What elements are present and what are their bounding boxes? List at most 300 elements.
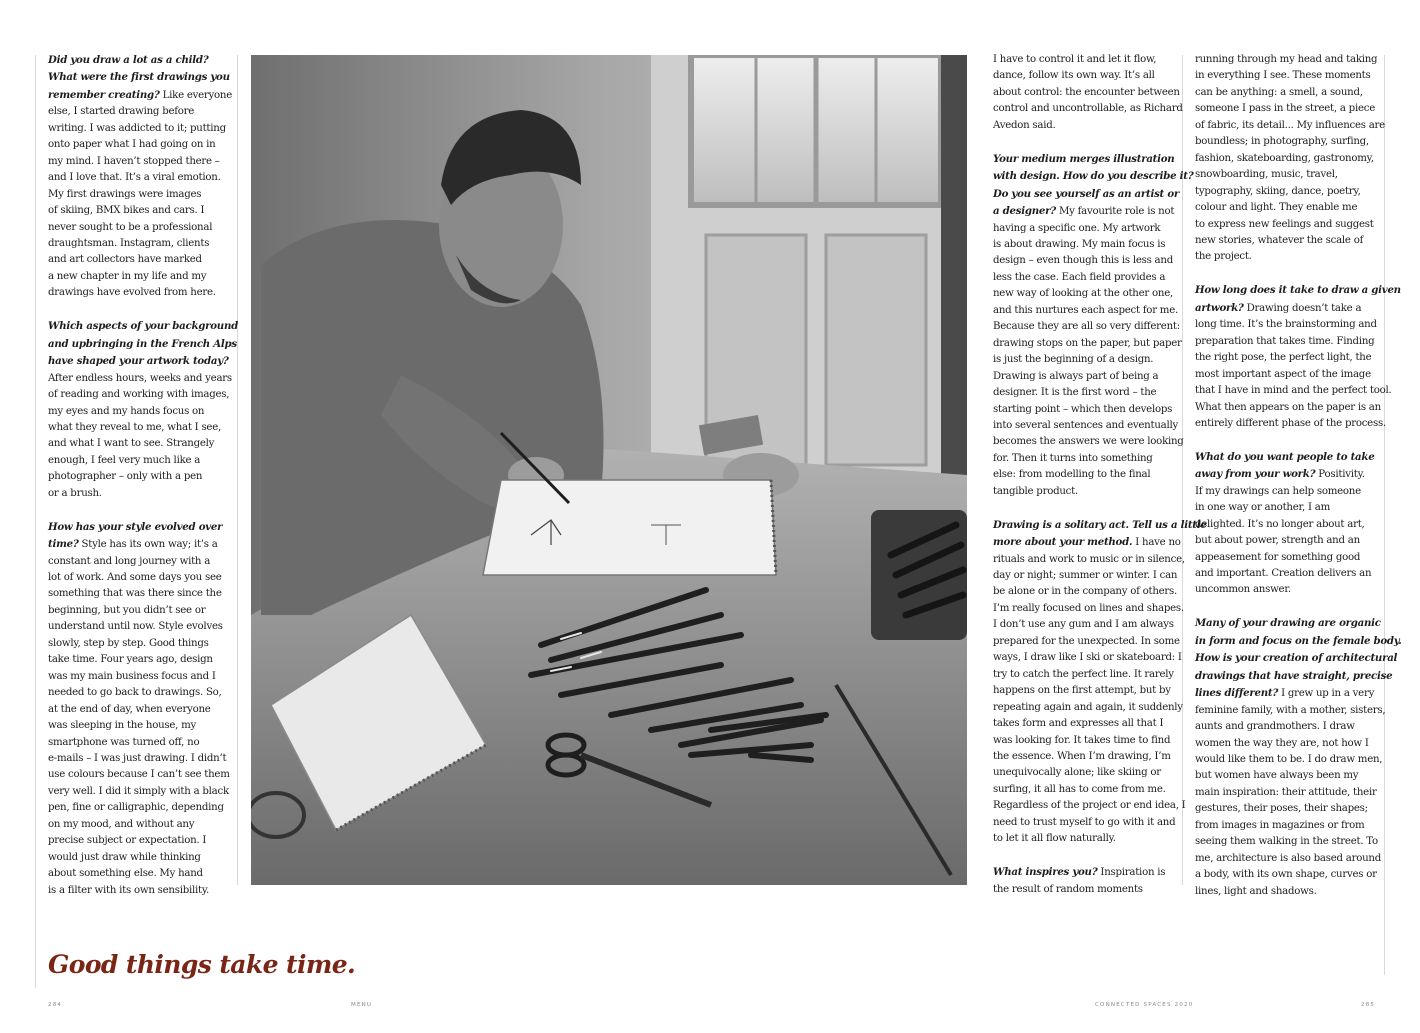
answer-text: or a brush.: [48, 487, 102, 499]
interview-question: Did you draw a lot as a child?: [48, 54, 209, 66]
answer-text: snowboarding, music, travel,: [1195, 169, 1338, 181]
answer-text: and important. Creation delivers an: [1195, 568, 1372, 580]
text-line: [1195, 785, 1381, 801]
text-line: [993, 253, 1173, 269]
answer-text: starting point – which then develops: [993, 403, 1173, 415]
interview-question: Do you see yourself as an artist or: [993, 187, 1179, 200]
paragraph: [993, 151, 1194, 501]
text-line: [993, 270, 1173, 286]
text-line: [1195, 685, 1381, 702]
answer-text: drawings have evolved from here.: [48, 287, 216, 299]
text-line: [48, 187, 226, 203]
text-line: [1195, 300, 1381, 317]
answer-text: smartphone was turned off, no: [48, 736, 200, 748]
text-line: [993, 568, 1178, 584]
answer-text: try to catch the perfect line. It rarely: [993, 668, 1174, 680]
text-line: [1195, 768, 1381, 784]
article-column-right: [1195, 52, 1402, 900]
answer-text: and I love that. It’s a viral emotion.: [48, 172, 221, 184]
answer-text: my mind. I haven’t stopped there –: [48, 155, 220, 167]
text-line: [48, 652, 226, 668]
text-line: [1195, 151, 1381, 167]
answer-text: I don’t use any gum and I am always: [993, 619, 1174, 631]
text-line: [48, 170, 226, 186]
text-line: [1195, 68, 1381, 84]
text-line: [993, 765, 1173, 781]
text-line: [993, 319, 1180, 335]
answer-text: having a specific one. My artwork: [993, 222, 1161, 234]
answer-text: beginning, but you didn’t see or: [48, 604, 206, 616]
answer-text: was sleeping in the house, my: [48, 720, 197, 732]
answer-text: lines, light and shadows.: [1195, 885, 1317, 897]
answer-text: appeasement for something good: [1195, 551, 1361, 563]
text-line: [48, 603, 226, 619]
text-line: [48, 220, 226, 236]
text-line: [48, 586, 226, 602]
text-line: [993, 634, 1180, 650]
text-line: [48, 469, 226, 485]
answer-text: in everything I see. These moments: [1195, 70, 1371, 82]
text-line: [993, 617, 1173, 633]
text-line: [993, 221, 1173, 237]
answer-text: running through my head and taking: [1195, 54, 1378, 65]
text-line: [993, 434, 1184, 450]
text-line: [993, 101, 1183, 117]
interview-question: a designer?: [993, 205, 1056, 218]
answer-text: gestures, their poses, their shapes;: [1195, 803, 1368, 815]
text-line: [48, 850, 226, 866]
text-line: [1195, 703, 1386, 719]
text-line: [993, 667, 1173, 683]
interview-question: drawings that have straight, precise: [1195, 669, 1393, 682]
answer-text: Positivity.: [1315, 469, 1365, 481]
answer-text: was my main business focus and I: [48, 670, 216, 682]
text-line: [1195, 500, 1381, 516]
paragraph: [993, 864, 1173, 898]
interview-question: artwork?: [1195, 301, 1244, 314]
text-line: [993, 336, 1182, 352]
text-line: [48, 536, 226, 553]
text-line: [1195, 633, 1402, 650]
text-line: [48, 685, 226, 701]
text-line: [993, 831, 1173, 847]
text-line: [1195, 52, 1381, 68]
text-line: [1195, 416, 1386, 432]
answer-text: long time. It’s the brainstorming and: [1195, 319, 1377, 331]
text-line: [1195, 118, 1385, 134]
text-line: [993, 552, 1185, 568]
answer-text: designer. It is the first word – the: [993, 387, 1157, 399]
answer-text: from images in magazines or from: [1195, 819, 1365, 831]
answer-text: happens on the first attempt, but by: [993, 685, 1171, 697]
paragraph: [1195, 52, 1385, 266]
answer-text: takes form and expresses all that I: [993, 718, 1164, 730]
answer-text: can be anything: a smell, a sound,: [1195, 86, 1363, 98]
paragraph: [48, 519, 230, 899]
interview-question: Drawing is a solitary act. Tell us a little: [993, 518, 1207, 531]
text-line: [1195, 752, 1381, 768]
interview-question: lines different?: [1195, 687, 1279, 700]
answer-text: to let it all flow naturally.: [993, 833, 1116, 845]
text-line: [1195, 134, 1381, 150]
answer-text: and what I want to see. Strangely: [48, 438, 215, 450]
text-line: [993, 782, 1173, 798]
answer-text: a new chapter in my life and my: [48, 270, 207, 282]
answer-text: new stories, whatever the scale of: [1195, 234, 1364, 246]
text-line: [1195, 383, 1392, 399]
text-line: [1195, 334, 1381, 350]
page-number-left: 284: [48, 1002, 63, 1008]
answer-text: needed to go back to drawings. So,: [48, 687, 222, 699]
answer-text: What then appears on the paper is an: [1195, 401, 1381, 413]
text-line: [48, 619, 226, 635]
answer-text: would just draw while thinking: [48, 851, 201, 863]
answer-text: understand until now. Style evolves: [48, 621, 223, 633]
text-line: [48, 121, 226, 137]
text-line: [1195, 282, 1401, 299]
text-line: [48, 519, 226, 536]
answer-text: drawing stops on the paper, but paper: [993, 337, 1182, 349]
answer-text: lot of work. And some days you see: [48, 572, 222, 584]
answer-text: would like them to be. I do draw men,: [1195, 753, 1383, 765]
answer-text: After endless hours, weeks and years: [48, 372, 232, 384]
text-line: [48, 252, 226, 268]
text-line: [48, 751, 226, 767]
answer-text: typography, skiing, dance, poetry,: [1195, 185, 1361, 197]
text-line: [48, 420, 226, 436]
page-number-right: 285: [1361, 1002, 1376, 1008]
answer-text: draughtsman. Instagram, clients: [48, 237, 210, 249]
answer-text: to express new feelings and suggest: [1195, 218, 1374, 230]
answer-text: about control: the encounter between: [993, 86, 1180, 98]
text-line: [993, 369, 1173, 385]
text-line: [48, 817, 226, 833]
answer-text: e-mails – I was just drawing. I didn’t: [48, 753, 227, 764]
text-line: [1195, 217, 1381, 233]
text-line: [993, 700, 1183, 716]
answer-text: the project.: [1195, 251, 1252, 263]
text-line: [48, 800, 226, 816]
text-line: [1195, 484, 1381, 500]
answer-text: something that was there since the: [48, 588, 222, 600]
text-line: [48, 784, 229, 800]
answer-text: else, I started drawing before: [48, 106, 195, 118]
interview-question: have shaped your artwork today?: [48, 355, 229, 368]
answer-text: never sought to be a professional: [48, 221, 213, 233]
text-line: [48, 486, 226, 502]
portrait-photo: [251, 55, 967, 885]
answer-text: less the case. Each field provides a: [993, 271, 1166, 283]
answer-text: use colours because I can’t see them: [48, 769, 230, 781]
text-line: [48, 104, 226, 120]
answer-text: of reading and working with images,: [48, 389, 230, 401]
answer-text: constant and long journey with a: [48, 555, 211, 567]
text-line: [993, 601, 1184, 617]
text-line: [993, 286, 1173, 302]
text-line: [993, 52, 1173, 68]
text-line: [1195, 650, 1398, 667]
text-line: [993, 418, 1178, 434]
answer-text: that I have in mind and the perfect tool.: [1195, 385, 1392, 397]
text-line: [1195, 736, 1381, 752]
interview-question: remember creating?: [48, 88, 160, 101]
text-line: [48, 883, 226, 899]
article-column-middle: [993, 52, 1207, 898]
interview-question: in form and focus on the female body.: [1195, 634, 1402, 647]
answer-text: design – even though this is less and: [993, 255, 1173, 267]
text-line: [993, 168, 1194, 185]
answer-text: Drawing is always part of being a: [993, 370, 1159, 382]
answer-text: new way of looking at the other one,: [993, 288, 1173, 300]
interview-question: time?: [48, 538, 79, 551]
interview-question: What inspires you?: [993, 866, 1098, 879]
answer-text: me, architecture is also based around: [1195, 852, 1381, 864]
answer-text: boundless; in photography, surfing,: [1195, 136, 1369, 148]
text-line: [1195, 719, 1381, 735]
paragraph: [1195, 615, 1402, 900]
text-line: [48, 404, 226, 420]
text-line: [1195, 668, 1393, 685]
text-line: [48, 767, 230, 783]
text-line: [1195, 249, 1381, 265]
answer-text: preparation that takes time. Finding: [1195, 335, 1375, 347]
text-line: [48, 371, 232, 387]
answer-text: tangible product.: [993, 485, 1078, 497]
text-line: [1195, 400, 1381, 416]
answer-text: If my drawings can help someone: [1195, 485, 1361, 497]
interview-question: with design. How do you describe it?: [993, 170, 1194, 183]
text-line: [48, 203, 226, 219]
text-line: [1195, 367, 1381, 383]
text-line: [1195, 350, 1381, 366]
answer-text: onto paper what I had going on in: [48, 139, 216, 151]
answer-text: most important aspect of the image: [1195, 368, 1371, 380]
text-line: [1195, 317, 1381, 333]
answer-text: else: from modelling to the final: [993, 469, 1151, 481]
answer-text: someone I pass in the street, a piece: [1195, 103, 1375, 115]
answer-text: women the way they are, not how I: [1195, 737, 1369, 749]
interview-question: How is your creation of architectural: [1195, 652, 1398, 665]
paragraph: [48, 52, 233, 302]
text-line: [993, 451, 1173, 467]
interview-question: away from your work?: [1195, 468, 1316, 481]
answer-text: I have no: [1132, 537, 1181, 549]
answer-text: colour and light. They enable me: [1195, 202, 1358, 214]
answer-text: pen, fine or calligraphic, depending: [48, 802, 224, 814]
paragraph: [1195, 449, 1381, 599]
text-line: [48, 236, 226, 252]
answer-text: dance, follow its own way. It’s all: [993, 70, 1155, 82]
text-line: [1195, 449, 1381, 466]
answer-text: becomes the answers we were looking: [993, 436, 1184, 448]
answer-text: Because they are all so very different:: [993, 321, 1180, 333]
text-line: [48, 636, 226, 652]
text-line: [993, 186, 1179, 203]
paragraph: [993, 517, 1207, 848]
text-line: [48, 87, 233, 104]
text-line: [48, 669, 226, 685]
text-line: [1195, 867, 1381, 883]
text-line: [48, 318, 238, 335]
text-line: [993, 303, 1178, 319]
text-line: [1195, 85, 1381, 101]
interview-question: Your medium merges illustration: [993, 152, 1175, 165]
answer-text: repeating again and again, it suddenly: [993, 701, 1183, 713]
answer-text: but women have always been my: [1195, 770, 1359, 782]
answer-text: at the end of day, when everyone: [48, 703, 211, 715]
text-line: [48, 833, 226, 849]
answer-text: surfing, it all has to come from me.: [993, 783, 1166, 795]
answer-text: photographer – only with a pen: [48, 471, 203, 483]
text-line: [1195, 566, 1381, 582]
text-line: [1195, 818, 1381, 834]
publication-label: CONNECTED SPACES 2020: [1095, 1002, 1194, 1008]
answer-text: need to trust myself to go with it and: [993, 816, 1176, 828]
answer-text: Drawing doesn’t take a: [1243, 302, 1362, 314]
text-line: [48, 436, 226, 452]
interview-question: Many of your drawing are organic: [1195, 617, 1381, 630]
answer-text: precise subject or expectation. I: [48, 835, 207, 847]
text-line: [993, 484, 1173, 500]
answer-text: I’m really focused on lines and shapes.: [993, 602, 1184, 614]
answer-text: ways, I draw like I ski or skateboard: I: [993, 652, 1182, 664]
answer-text: into several sentences and eventually: [993, 419, 1178, 431]
answer-text: entirely different phase of the process.: [1195, 417, 1386, 429]
text-line: [48, 866, 226, 882]
interview-question: What do you want people to take: [1195, 450, 1375, 463]
text-line: [993, 203, 1173, 220]
text-line: [1195, 851, 1381, 867]
text-line: [1195, 615, 1381, 632]
text-line: [1195, 200, 1381, 216]
paragraph: [48, 318, 238, 502]
interview-question: How has your style evolved over: [48, 520, 223, 533]
answer-text: Inspiration is: [1097, 867, 1166, 879]
answer-text: uncommon answer.: [1195, 584, 1291, 596]
interview-question: and upbringing in the French Alps: [48, 337, 237, 350]
text-line: [1195, 533, 1381, 549]
text-line: [993, 882, 1173, 898]
text-line: [48, 336, 237, 353]
text-line: [1195, 233, 1381, 249]
text-line: [993, 118, 1173, 134]
answer-text: a body, with its own shape, curves or: [1195, 869, 1377, 881]
text-line: [48, 269, 226, 285]
text-line: [993, 385, 1173, 401]
answer-text: slowly, step by step. Good things: [48, 637, 209, 649]
text-line: [993, 402, 1173, 418]
text-line: [993, 517, 1207, 534]
answer-text: is about drawing. My main focus is: [993, 238, 1166, 250]
text-line: [993, 237, 1173, 253]
text-line: [993, 467, 1173, 483]
text-line: [1195, 517, 1381, 533]
answer-text: of fabric, its detail... My influences are: [1195, 119, 1385, 131]
answer-text: My favourite role is not: [1055, 206, 1175, 218]
right-margin-rule: [1384, 55, 1385, 975]
answer-text: Like everyone: [159, 89, 233, 101]
answer-text: delighted. It’s no longer about art,: [1195, 518, 1365, 530]
answer-text: and this nurtures each aspect for me.: [993, 304, 1178, 316]
text-line: [1195, 801, 1381, 817]
text-line: [993, 68, 1173, 84]
left-margin-rule: [35, 55, 36, 988]
text-line: [48, 69, 230, 86]
answer-text: is a filter with its own sensibility.: [48, 884, 209, 896]
answer-text: feminine family, with a mother, sisters,: [1195, 704, 1386, 716]
answer-text: writing. I was addicted to it; putting: [48, 122, 226, 134]
pull-quote: Good things take time.: [48, 950, 356, 979]
answer-text: take time. Four years ago, design: [48, 654, 213, 666]
answer-text: Style has its own way; it’s a: [78, 539, 218, 551]
text-line: [993, 683, 1173, 699]
answer-text: be alone or in the company of others.: [993, 586, 1177, 598]
text-line: [993, 584, 1177, 600]
answer-text: and art collectors have marked: [48, 254, 202, 266]
text-line: [993, 798, 1186, 814]
text-line: [993, 815, 1176, 831]
interview-question: How long does it take to draw a given: [1195, 284, 1401, 297]
text-line: [1195, 582, 1381, 598]
answer-text: the result of random moments: [993, 883, 1143, 895]
paragraph: [1195, 282, 1401, 432]
text-line: [48, 735, 226, 751]
text-line: [1195, 550, 1381, 566]
text-line: [993, 534, 1181, 551]
interview-question: What were the first drawings you: [48, 71, 230, 84]
text-line: [993, 352, 1173, 368]
answer-text: was looking for. It takes time to find: [993, 734, 1171, 746]
answer-text: my eyes and my hands focus on: [48, 405, 205, 417]
column-divider-rule: [237, 55, 238, 885]
text-line: [48, 52, 226, 69]
text-line: [1195, 834, 1381, 850]
answer-text: I grew up in a very: [1278, 688, 1375, 700]
text-line: [993, 716, 1173, 732]
text-line: [993, 864, 1173, 881]
article-column-left: [48, 52, 238, 899]
text-line: [1195, 884, 1381, 900]
text-line: [993, 650, 1182, 666]
text-line: [1195, 184, 1381, 200]
answer-text: control and uncontrollable, as Richard: [993, 103, 1183, 115]
answer-text: of skiing, BMX bikes and cars. I: [48, 205, 205, 217]
answer-text: fashion, skateboarding, gastronomy,: [1195, 152, 1374, 164]
text-line: [48, 353, 229, 370]
text-line: [48, 554, 226, 570]
text-line: [993, 733, 1173, 749]
text-line: [1195, 466, 1381, 483]
paragraph: [993, 52, 1183, 134]
answer-text: seeing them walking in the street. To: [1195, 836, 1378, 848]
answer-text: I have to control it and let it flow,: [993, 54, 1157, 65]
answer-text: aunts and grandmothers. I draw: [1195, 721, 1355, 733]
text-line: [48, 387, 230, 403]
answer-text: prepared for the unexpected. In some: [993, 635, 1180, 647]
text-line: [993, 151, 1173, 168]
answer-text: day or night; summer or winter. I can: [993, 570, 1178, 582]
answer-text: the right pose, the perfect light, the: [1195, 352, 1372, 364]
text-line: [48, 137, 226, 153]
answer-text: My first drawings were images: [48, 188, 202, 200]
interview-question: more about your method.: [993, 536, 1133, 549]
answer-text: very well. I did it simply with a black: [48, 785, 229, 797]
text-line: [48, 718, 226, 734]
answer-text: unequivocally alone; like skiing or: [993, 767, 1161, 779]
answer-text: Avedon said.: [993, 119, 1056, 131]
answer-text: rituals and work to music or in silence,: [993, 553, 1185, 565]
interview-question: Which aspects of your background: [48, 320, 238, 333]
